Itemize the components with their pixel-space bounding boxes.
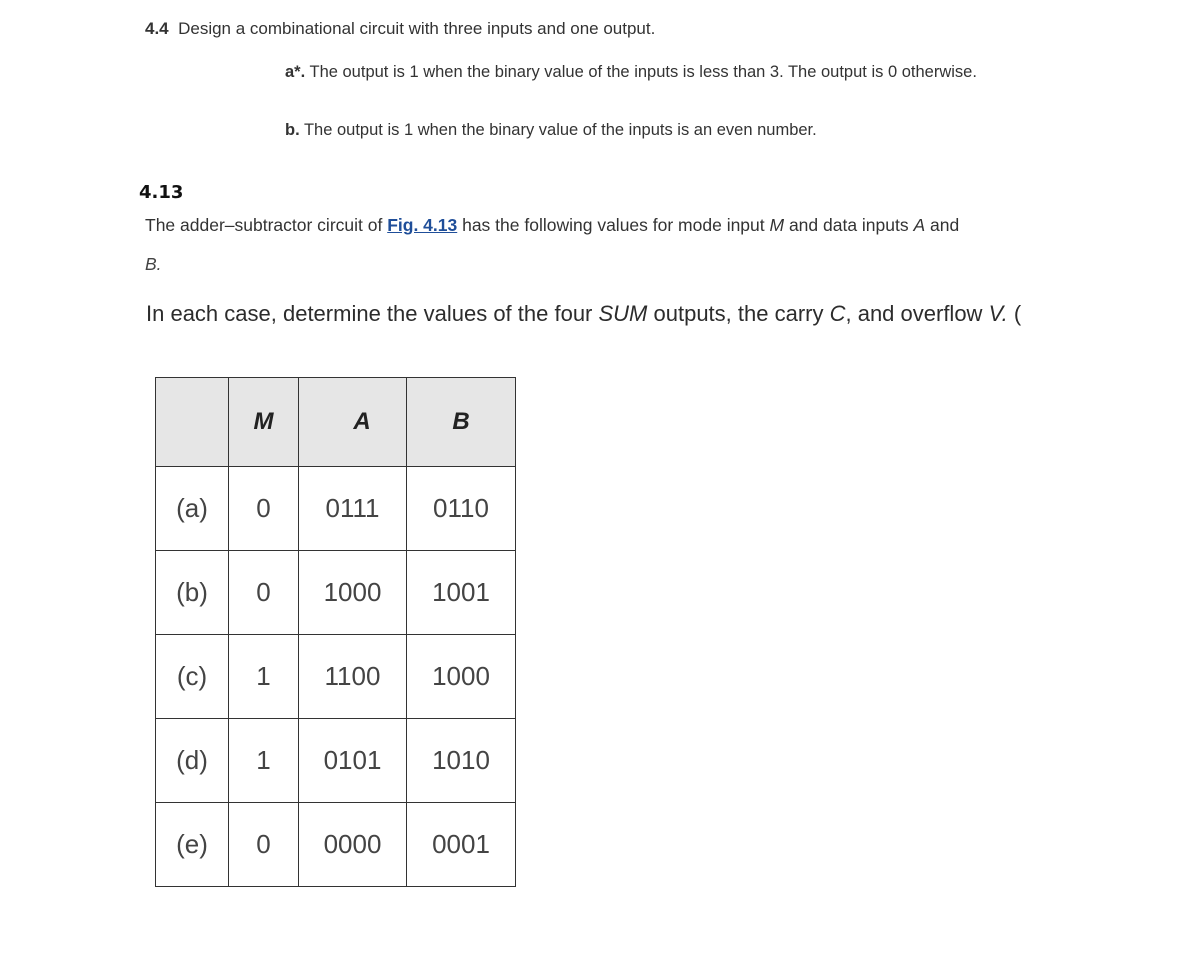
instr-mid: outputs, the carry [647, 301, 830, 326]
b-value: 0110 [407, 467, 516, 551]
problem-4-4 [145, 19, 655, 39]
m-value: 0 [229, 467, 299, 551]
problem-text: Design a combinational circuit with three inputs and one output. [178, 19, 656, 38]
values-table [155, 377, 516, 887]
case-label: (a) [156, 467, 229, 551]
b-value: 1010 [407, 719, 516, 803]
problem-4-13-heading: 4.13 [139, 182, 184, 203]
part-a [285, 63, 977, 82]
b-value: 1000 [407, 635, 516, 719]
intro-and: and [925, 215, 960, 235]
a-value: 1100 [299, 635, 407, 719]
part-b-label: b. [285, 121, 300, 139]
instr-mid2: , and overflow [845, 301, 989, 326]
table-row [156, 467, 516, 551]
header-a: A [299, 378, 407, 467]
intro-mid2: and data inputs [784, 215, 914, 235]
case-label: (e) [156, 803, 229, 887]
table-row [156, 803, 516, 887]
table-row [156, 551, 516, 635]
part-b-text: The output is 1 when the binary value of the inputs is an even number. [303, 121, 817, 139]
m-value: 1 [229, 635, 299, 719]
instruction-line [146, 301, 1042, 327]
case-label: (b) [156, 551, 229, 635]
table-header-row [156, 378, 516, 467]
part-a-text: The output is 1 when the binary value of the inputs is less than 3. The output is 0 otherwise. [309, 63, 977, 81]
case-label: (d) [156, 719, 229, 803]
table-row [156, 719, 516, 803]
instr-pre: In each case, determine the values of the four [146, 301, 599, 326]
b-value: 0001 [407, 803, 516, 887]
m-value: 1 [229, 719, 299, 803]
var-m: M [769, 215, 785, 235]
var-b: B. [145, 254, 162, 274]
case-label: (c) [156, 635, 229, 719]
intro-line-1 [145, 215, 959, 236]
intro-mid1: has the following values for mode input [457, 215, 770, 235]
problem-number: 4.4 [145, 19, 169, 38]
table-row [156, 635, 516, 719]
header-m: M [229, 378, 299, 467]
figure-link[interactable]: Fig. 4.13 [387, 215, 458, 235]
b-value: 1001 [407, 551, 516, 635]
a-value: 0111 [299, 467, 407, 551]
a-value: 0000 [299, 803, 407, 887]
var-c: C [829, 301, 846, 326]
instr-post: ( [1007, 301, 1022, 326]
part-a-label: a*. [285, 63, 306, 81]
var-a: A [913, 215, 926, 235]
var-v: V. [988, 301, 1008, 326]
intro-pre: The adder–subtractor circuit of [145, 215, 388, 235]
header-case [156, 378, 229, 467]
sum-term: SUM [598, 301, 648, 326]
a-value: 1000 [299, 551, 407, 635]
m-value: 0 [229, 803, 299, 887]
intro-line-2 [145, 254, 162, 275]
a-value: 0101 [299, 719, 407, 803]
m-value: 0 [229, 551, 299, 635]
header-b: B [407, 378, 516, 467]
part-b [285, 121, 817, 140]
